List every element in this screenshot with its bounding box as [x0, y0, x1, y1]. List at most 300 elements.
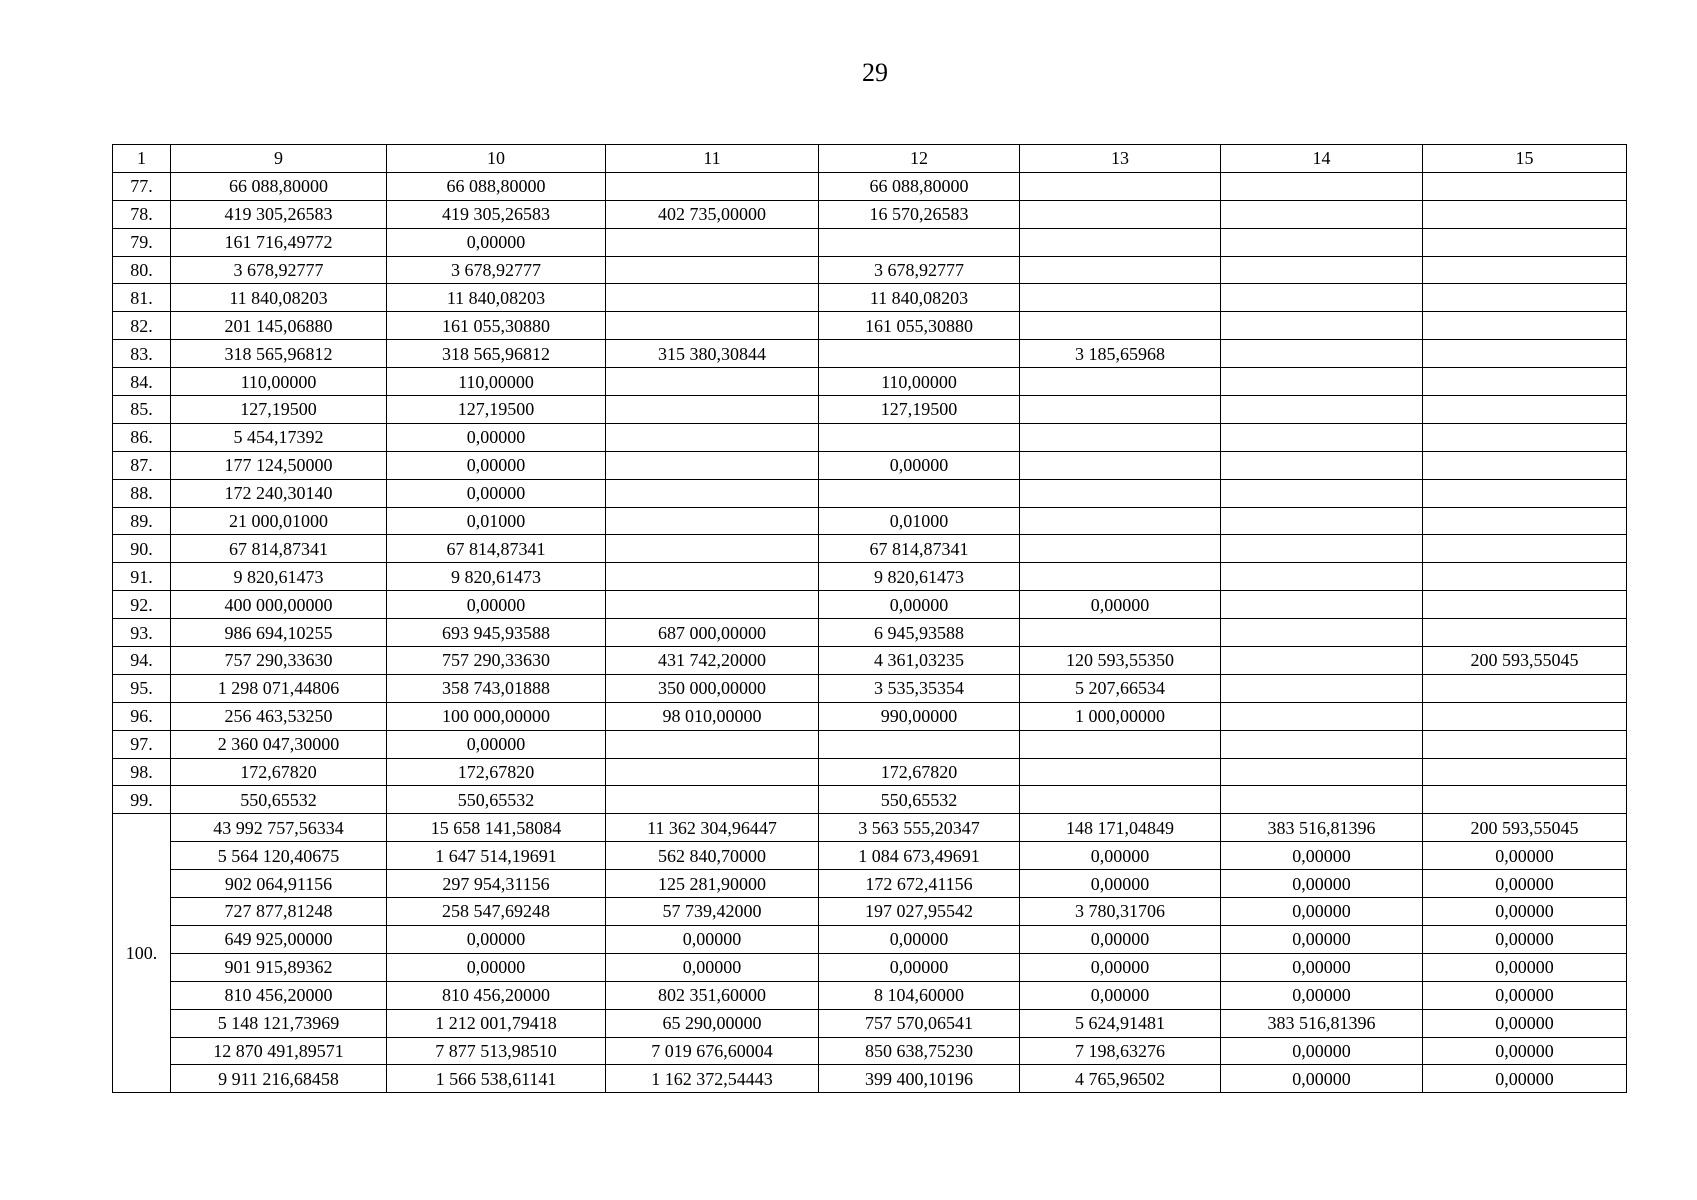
table-row — [113, 619, 1627, 647]
table-cell: 727 877,81248 — [171, 898, 387, 926]
table-cell: 1 647 514,19691 — [387, 842, 606, 870]
table-cell: 383 516,81396 — [1221, 814, 1423, 842]
table-row — [113, 535, 1627, 563]
table-cell — [1423, 702, 1627, 730]
table-cell — [1423, 256, 1627, 284]
table-cell: 0,00000 — [1221, 1037, 1423, 1065]
table-cell — [1221, 563, 1423, 591]
table-cell: 693 945,93588 — [387, 619, 606, 647]
table-row — [113, 786, 1627, 814]
table-cell: 402 735,00000 — [606, 200, 819, 228]
table-cell — [1221, 674, 1423, 702]
table-cell: 850 638,75230 — [819, 1037, 1020, 1065]
table-row — [113, 591, 1627, 619]
table-row — [113, 814, 1627, 842]
table-row — [113, 925, 1627, 953]
table-cell: 110,00000 — [171, 368, 387, 396]
row-number: 93. — [113, 619, 171, 647]
row-number: 96. — [113, 702, 171, 730]
table-cell — [1020, 256, 1221, 284]
table-cell: 0,00000 — [1221, 953, 1423, 981]
table-cell: 43 992 757,56334 — [171, 814, 387, 842]
table-cell: 687 000,00000 — [606, 619, 819, 647]
table-cell: 7 019 676,60004 — [606, 1037, 819, 1065]
table-cell: 172,67820 — [819, 758, 1020, 786]
table-cell: 67 814,87341 — [387, 535, 606, 563]
table-cell: 0,00000 — [387, 451, 606, 479]
table-cell — [606, 479, 819, 507]
table-cell — [1020, 368, 1221, 396]
table-cell: 0,00000 — [1020, 870, 1221, 898]
table-cell: 0,01000 — [819, 507, 1020, 535]
table-cell — [819, 730, 1020, 758]
table-cell — [1423, 312, 1627, 340]
table-row — [113, 898, 1627, 926]
table-row — [113, 423, 1627, 451]
table-cell — [1020, 172, 1221, 200]
table-row — [113, 228, 1627, 256]
table-cell — [1221, 396, 1423, 424]
table-cell: 0,00000 — [1423, 870, 1627, 898]
table-cell: 400 000,00000 — [171, 591, 387, 619]
table-row — [113, 953, 1627, 981]
row-number: 95. — [113, 674, 171, 702]
table-cell: 6 945,93588 — [819, 619, 1020, 647]
table-cell — [1221, 535, 1423, 563]
table-cell: 3 678,92777 — [171, 256, 387, 284]
column-header: 14 — [1221, 145, 1423, 173]
table-cell: 358 743,01888 — [387, 674, 606, 702]
row-number: 84. — [113, 368, 171, 396]
column-header: 9 — [171, 145, 387, 173]
table-cell: 11 840,08203 — [171, 284, 387, 312]
table-cell: 1 162 372,54443 — [606, 1065, 819, 1093]
table-cell: 0,00000 — [1020, 842, 1221, 870]
table-cell: 161 055,30880 — [819, 312, 1020, 340]
table-row — [113, 368, 1627, 396]
table-cell: 0,00000 — [1221, 925, 1423, 953]
table-cell: 0,00000 — [1221, 870, 1423, 898]
table-cell — [1020, 396, 1221, 424]
table-cell — [606, 563, 819, 591]
table-cell — [1423, 758, 1627, 786]
table-cell — [606, 451, 819, 479]
table-row — [113, 870, 1627, 898]
table-cell: 902 064,91156 — [171, 870, 387, 898]
table-cell: 810 456,20000 — [387, 981, 606, 1009]
table-cell: 200 593,55045 — [1423, 647, 1627, 675]
table-cell: 399 400,10196 — [819, 1065, 1020, 1093]
table-cell — [1221, 284, 1423, 312]
table-cell: 0,00000 — [606, 953, 819, 981]
table-cell: 0,00000 — [1423, 1037, 1627, 1065]
table-cell: 161 716,49772 — [171, 228, 387, 256]
table-cell: 0,00000 — [1221, 842, 1423, 870]
table-row — [113, 1065, 1627, 1093]
table-cell: 258 547,69248 — [387, 898, 606, 926]
table-cell: 67 814,87341 — [819, 535, 1020, 563]
row-number: 86. — [113, 423, 171, 451]
table-cell: 57 739,42000 — [606, 898, 819, 926]
data-table — [112, 144, 1627, 1093]
table-cell: 5 148 121,73969 — [171, 1009, 387, 1037]
table-cell — [1020, 758, 1221, 786]
table-cell: 990,00000 — [819, 702, 1020, 730]
table-cell — [1221, 647, 1423, 675]
table-cell: 11 362 304,96447 — [606, 814, 819, 842]
table-cell: 0,00000 — [1423, 898, 1627, 926]
row-number: 87. — [113, 451, 171, 479]
table-cell: 127,19500 — [387, 396, 606, 424]
table-cell: 0,00000 — [387, 953, 606, 981]
table-cell — [1423, 786, 1627, 814]
table-row — [113, 1009, 1627, 1037]
table-cell: 0,00000 — [387, 730, 606, 758]
table-row — [113, 507, 1627, 535]
table-cell — [606, 396, 819, 424]
table-cell — [1423, 368, 1627, 396]
table-cell: 431 742,20000 — [606, 647, 819, 675]
table-cell: 986 694,10255 — [171, 619, 387, 647]
table-cell: 1 000,00000 — [1020, 702, 1221, 730]
table-row — [113, 451, 1627, 479]
table-cell: 9 820,61473 — [171, 563, 387, 591]
table-cell: 11 840,08203 — [819, 284, 1020, 312]
table-cell: 197 027,95542 — [819, 898, 1020, 926]
table-cell: 120 593,55350 — [1020, 647, 1221, 675]
table-cell: 757 570,06541 — [819, 1009, 1020, 1037]
table-cell — [1423, 340, 1627, 368]
table-cell: 172,67820 — [171, 758, 387, 786]
table-cell: 8 104,60000 — [819, 981, 1020, 1009]
row-number: 94. — [113, 647, 171, 675]
table-row — [113, 674, 1627, 702]
column-header: 11 — [606, 145, 819, 173]
table-cell: 9 820,61473 — [387, 563, 606, 591]
table-cell: 66 088,80000 — [171, 172, 387, 200]
table-cell — [606, 535, 819, 563]
table-cell — [1423, 507, 1627, 535]
table-cell — [606, 368, 819, 396]
table-cell — [1423, 479, 1627, 507]
table-cell — [819, 340, 1020, 368]
table-cell — [1020, 786, 1221, 814]
table-row — [113, 256, 1627, 284]
table-cell: 0,00000 — [1423, 981, 1627, 1009]
table-cell — [1020, 507, 1221, 535]
table-cell: 550,65532 — [171, 786, 387, 814]
row-number: 77. — [113, 172, 171, 200]
table-cell — [606, 786, 819, 814]
table-cell: 5 454,17392 — [171, 423, 387, 451]
table-cell — [1423, 451, 1627, 479]
table-cell — [1020, 730, 1221, 758]
table-row — [113, 758, 1627, 786]
table-cell: 172,67820 — [387, 758, 606, 786]
row-number: 89. — [113, 507, 171, 535]
table-cell: 3 678,92777 — [819, 256, 1020, 284]
table-row — [113, 702, 1627, 730]
table-cell: 562 840,70000 — [606, 842, 819, 870]
table-cell: 0,00000 — [387, 423, 606, 451]
table-cell: 3 563 555,20347 — [819, 814, 1020, 842]
table-cell — [819, 479, 1020, 507]
table-cell — [606, 284, 819, 312]
table-cell — [1020, 284, 1221, 312]
table-cell: 318 565,96812 — [387, 340, 606, 368]
table-cell: 9 820,61473 — [819, 563, 1020, 591]
table-cell: 0,00000 — [1221, 1065, 1423, 1093]
table-cell — [1020, 200, 1221, 228]
table-cell: 148 171,04849 — [1020, 814, 1221, 842]
table-cell: 901 915,89362 — [171, 953, 387, 981]
row-number: 81. — [113, 284, 171, 312]
table-cell: 15 658 141,58084 — [387, 814, 606, 842]
table-cell — [606, 591, 819, 619]
table-cell: 0,00000 — [1423, 842, 1627, 870]
column-header: 12 — [819, 145, 1020, 173]
table-row — [113, 842, 1627, 870]
table-cell: 66 088,80000 — [387, 172, 606, 200]
table-cell: 21 000,01000 — [171, 507, 387, 535]
table-row — [113, 563, 1627, 591]
table-cell: 98 010,00000 — [606, 702, 819, 730]
table-cell: 7 198,63276 — [1020, 1037, 1221, 1065]
table-cell: 802 351,60000 — [606, 981, 819, 1009]
table-cell: 9 911 216,68458 — [171, 1065, 387, 1093]
row-number: 82. — [113, 312, 171, 340]
table-cell: 3 535,35354 — [819, 674, 1020, 702]
table-cell: 0,00000 — [1221, 898, 1423, 926]
table-cell: 1 084 673,49691 — [819, 842, 1020, 870]
table-cell — [606, 312, 819, 340]
table-cell: 65 290,00000 — [606, 1009, 819, 1037]
table-cell — [1423, 396, 1627, 424]
table-cell: 315 380,30844 — [606, 340, 819, 368]
table-cell — [1221, 730, 1423, 758]
table-cell: 3 780,31706 — [1020, 898, 1221, 926]
row-number: 80. — [113, 256, 171, 284]
table-cell — [1020, 312, 1221, 340]
table-row — [113, 284, 1627, 312]
table-cell — [1020, 228, 1221, 256]
table-cell — [606, 256, 819, 284]
table-cell — [1423, 619, 1627, 647]
row-number: 92. — [113, 591, 171, 619]
table-cell: 3 185,65968 — [1020, 340, 1221, 368]
row-number: 90. — [113, 535, 171, 563]
table-cell — [1020, 479, 1221, 507]
table-cell: 0,00000 — [1423, 953, 1627, 981]
table-cell: 67 814,87341 — [171, 535, 387, 563]
table-cell: 5 624,91481 — [1020, 1009, 1221, 1037]
table-cell: 383 516,81396 — [1221, 1009, 1423, 1037]
table-cell — [1020, 563, 1221, 591]
row-number: 98. — [113, 758, 171, 786]
row-number: 88. — [113, 479, 171, 507]
table-cell: 125 281,90000 — [606, 870, 819, 898]
table-cell — [606, 172, 819, 200]
table-cell: 0,00000 — [1221, 981, 1423, 1009]
table-cell — [1423, 563, 1627, 591]
table-cell — [1221, 786, 1423, 814]
table-cell — [1423, 674, 1627, 702]
table-cell — [606, 423, 819, 451]
table-cell — [1020, 451, 1221, 479]
table-cell — [1020, 535, 1221, 563]
table-cell — [1221, 340, 1423, 368]
table-cell — [1221, 619, 1423, 647]
table-cell: 161 055,30880 — [387, 312, 606, 340]
row-number: 79. — [113, 228, 171, 256]
table-cell: 757 290,33630 — [171, 647, 387, 675]
table-cell — [1020, 619, 1221, 647]
table-cell: 0,00000 — [819, 953, 1020, 981]
table-cell: 110,00000 — [819, 368, 1020, 396]
row-number: 100. — [113, 814, 171, 1093]
column-header: 15 — [1423, 145, 1627, 173]
table-cell: 127,19500 — [819, 396, 1020, 424]
table-cell: 177 124,50000 — [171, 451, 387, 479]
table-cell: 3 678,92777 — [387, 256, 606, 284]
table-cell — [1221, 256, 1423, 284]
table-row — [113, 647, 1627, 675]
table-cell: 0,00000 — [1423, 1065, 1627, 1093]
table-cell: 0,00000 — [1020, 591, 1221, 619]
table-cell: 11 840,08203 — [387, 284, 606, 312]
table-row — [113, 1037, 1627, 1065]
table-cell: 0,00000 — [1020, 953, 1221, 981]
row-number: 83. — [113, 340, 171, 368]
table-row — [113, 730, 1627, 758]
table-cell — [1221, 758, 1423, 786]
table-cell: 0,00000 — [1020, 981, 1221, 1009]
table-cell: 66 088,80000 — [819, 172, 1020, 200]
table-cell: 419 305,26583 — [387, 200, 606, 228]
table-cell — [1423, 172, 1627, 200]
table-cell: 127,19500 — [171, 396, 387, 424]
table-cell — [1423, 228, 1627, 256]
table-cell — [606, 228, 819, 256]
table-cell — [606, 758, 819, 786]
table-cell: 0,00000 — [387, 228, 606, 256]
table-body — [113, 145, 1627, 1093]
table-cell — [819, 228, 1020, 256]
table-cell: 100 000,00000 — [387, 702, 606, 730]
table-cell: 810 456,20000 — [171, 981, 387, 1009]
table-cell: 550,65532 — [387, 786, 606, 814]
table-cell: 2 360 047,30000 — [171, 730, 387, 758]
table-row — [113, 200, 1627, 228]
table-cell — [1221, 591, 1423, 619]
table-row — [113, 172, 1627, 200]
table-cell — [1020, 423, 1221, 451]
table-cell — [606, 730, 819, 758]
table-cell — [819, 423, 1020, 451]
table-cell — [1221, 368, 1423, 396]
table-cell: 297 954,31156 — [387, 870, 606, 898]
table-cell: 12 870 491,89571 — [171, 1037, 387, 1065]
table-cell — [1221, 200, 1423, 228]
table-cell: 0,00000 — [606, 925, 819, 953]
table-cell: 1 298 071,44806 — [171, 674, 387, 702]
table-cell: 1 566 538,61141 — [387, 1065, 606, 1093]
table-cell: 0,00000 — [387, 591, 606, 619]
table-cell: 16 570,26583 — [819, 200, 1020, 228]
table-cell — [1221, 451, 1423, 479]
table-cell: 5 564 120,40675 — [171, 842, 387, 870]
row-number: 78. — [113, 200, 171, 228]
table-cell — [1221, 423, 1423, 451]
table-row — [113, 396, 1627, 424]
table-cell: 172 672,41156 — [819, 870, 1020, 898]
table-cell — [1221, 228, 1423, 256]
table-cell: 757 290,33630 — [387, 647, 606, 675]
row-number: 85. — [113, 396, 171, 424]
table-cell: 4 765,96502 — [1020, 1065, 1221, 1093]
table-cell: 0,00000 — [819, 451, 1020, 479]
table-cell — [1221, 479, 1423, 507]
table-row — [113, 340, 1627, 368]
table-cell: 200 593,55045 — [1423, 814, 1627, 842]
table-row — [113, 312, 1627, 340]
table-cell: 1 212 001,79418 — [387, 1009, 606, 1037]
column-header: 10 — [387, 145, 606, 173]
column-header: 1 — [113, 145, 171, 173]
table-cell — [1423, 423, 1627, 451]
table-cell: 172 240,30140 — [171, 479, 387, 507]
table-cell: 419 305,26583 — [171, 200, 387, 228]
table-cell: 0,00000 — [387, 479, 606, 507]
table-cell: 5 207,66534 — [1020, 674, 1221, 702]
table-cell: 0,00000 — [819, 591, 1020, 619]
table-cell: 0,01000 — [387, 507, 606, 535]
table-cell — [1423, 730, 1627, 758]
table-cell: 4 361,03235 — [819, 647, 1020, 675]
table-row — [113, 981, 1627, 1009]
table-cell — [1221, 702, 1423, 730]
table-cell: 110,00000 — [387, 368, 606, 396]
table-cell: 0,00000 — [387, 925, 606, 953]
table-cell — [1423, 535, 1627, 563]
table-cell — [1221, 312, 1423, 340]
table-cell: 7 877 513,98510 — [387, 1037, 606, 1065]
table-cell — [606, 507, 819, 535]
table-cell: 0,00000 — [1020, 925, 1221, 953]
table-cell: 256 463,53250 — [171, 702, 387, 730]
table-cell: 0,00000 — [819, 925, 1020, 953]
table-cell — [1423, 591, 1627, 619]
page-number: 29 — [862, 58, 888, 87]
row-number: 91. — [113, 563, 171, 591]
column-header: 13 — [1020, 145, 1221, 173]
table-cell: 0,00000 — [1423, 1009, 1627, 1037]
table-cell: 201 145,06880 — [171, 312, 387, 340]
table-cell: 550,65532 — [819, 786, 1020, 814]
table-cell: 350 000,00000 — [606, 674, 819, 702]
table-row — [113, 479, 1627, 507]
table-cell: 649 925,00000 — [171, 925, 387, 953]
table-header-row — [113, 145, 1627, 173]
table-cell — [1221, 507, 1423, 535]
table-cell — [1423, 200, 1627, 228]
row-number: 99. — [113, 786, 171, 814]
table-cell — [1423, 284, 1627, 312]
row-number: 97. — [113, 730, 171, 758]
table-cell: 318 565,96812 — [171, 340, 387, 368]
table-cell — [1221, 172, 1423, 200]
table-cell: 0,00000 — [1423, 925, 1627, 953]
